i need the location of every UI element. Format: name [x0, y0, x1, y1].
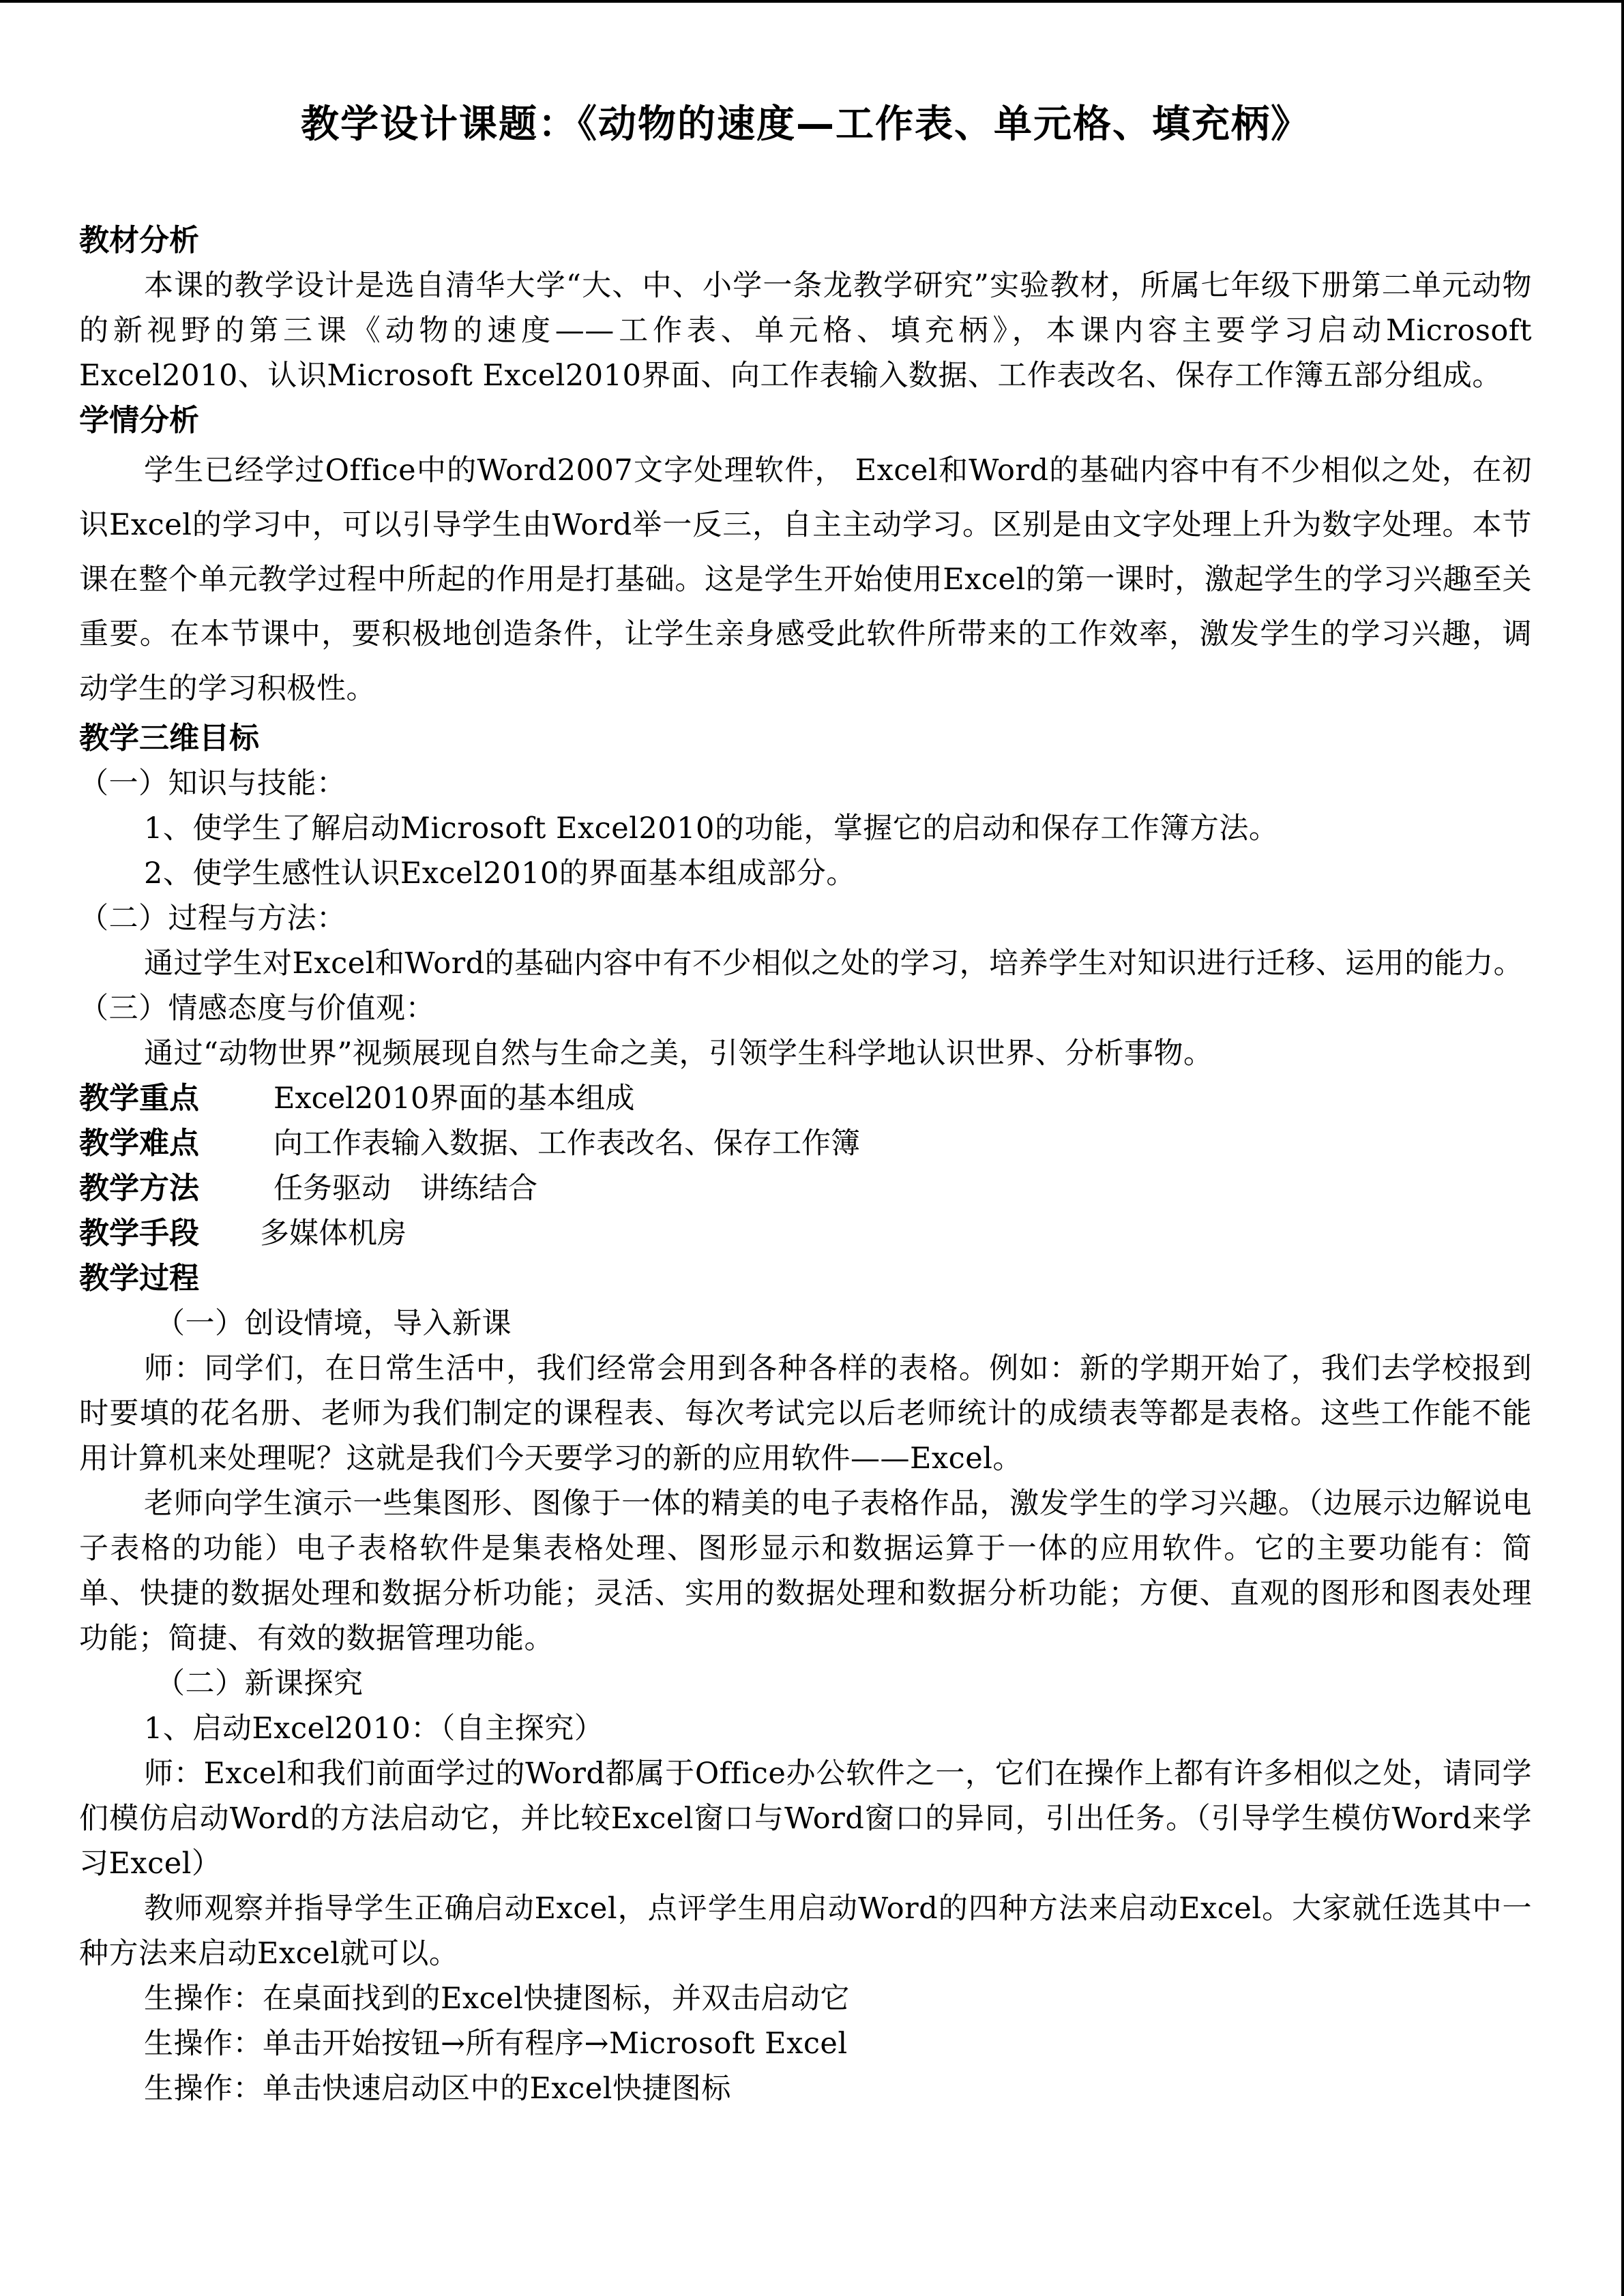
- method-row: [79, 1166, 1532, 1211]
- means-value: 多媒体机房: [260, 1217, 407, 1251]
- student-operation-1: 生操作：在桌面找到的Excel快捷图标，并双击启动它: [144, 1982, 850, 2016]
- key-point-label: 教学重点: [79, 1081, 199, 1116]
- key-point-row: [79, 1076, 1532, 1121]
- difficulty-value: 向工作表输入数据、工作表改名、保存工作簿: [274, 1127, 860, 1161]
- process-paragraph-4: 教师观察并指导学生正确启动Excel，点评学生用启动Word的四种方法来启动Excel。大家就任选其中一种方法来启动Excel就可以。: [79, 1892, 1532, 1971]
- objective-item-1: 1、使学生了解启动Microsoft Excel2010的功能，掌握它的启动和保存工作簿方法。: [144, 811, 1279, 846]
- difficulty-row: [79, 1121, 1532, 1166]
- document-title: 教学设计课题：《动物的速度—工作表、单元格、填充柄》: [301, 102, 1310, 147]
- student-analysis-body: 学生已经学过Office中的Word2007文字处理软件， Excel和Word的基础内容中有不少相似之处，在初识Excel的学习中，可以引导学生由Word举一反三，自主主动学习。区别是由文字处理上升为数字处理。本节课在整个单元教学过程中所起的作用是打基础。这是学生开始使用Excel的第一课时，激起学生的学习兴趣至关重要。在本节课中，要积极地创造条件，让学生亲身感受此软件所带来的工作效率，激发学生的学习兴趣，调动学生的学习积极性。: [79, 453, 1532, 706]
- section-heading-student-analysis: 学情分析: [79, 403, 199, 438]
- process-stage-2: （二）新课探究: [156, 1667, 364, 1701]
- objective-subheading-process: （二）过程与方法：: [79, 901, 346, 936]
- process-paragraph-1: 师：同学们，在日常生活中，我们经常会用到各种各样的表格。例如：新的学期开始了，我们去学校报到时要填的花名册、老师为我们制定的课程表、每次考试完以后老师统计的成绩表等都是表格。这些工作能不能用计算机来处理呢？这就是我们今天要学习的新的应用软件——Excel。: [79, 1352, 1532, 1476]
- student-operation-2: 生操作：单击开始按钮→所有程序→Microsoft Excel: [144, 2027, 848, 2061]
- top-border-line: [0, 0, 1624, 3]
- method-label: 教学方法: [79, 1171, 199, 1206]
- objective-attitude-body: 通过“动物世界”视频展现自然与生命之美，引领学生科学地认识世界、分析事物。: [144, 1037, 1213, 1071]
- section-heading-objectives: 教学三维目标: [79, 721, 259, 756]
- process-stage-1: （一）创设情境，导入新课: [156, 1307, 512, 1341]
- key-point-value: Excel2010界面的基本组成: [274, 1082, 635, 1116]
- objective-subheading-attitude: （三）情感态度与价值观：: [79, 992, 435, 1026]
- process-paragraph-2: 老师向学生演示一些集图形、图像于一体的精美的电子表格作品，激发学生的学习兴趣。（边展示边解说电子表格的功能）电子表格软件是集表格处理、图形显示和数据运算于一体的应用软件。它的主要功能有：简单、快捷的数据处理和数据分析功能；灵活、实用的数据处理和数据分析功能；方便、直观的图形和图表处理功能；简捷、有效的数据管理功能。: [79, 1487, 1532, 1656]
- difficulty-label: 教学难点: [79, 1126, 199, 1161]
- process-paragraph-3: 师：Excel和我们前面学过的Word都属于Office办公软件之一，它们在操作上都有许多相似之处，请同学们模仿启动Word的方法启动它，并比较Excel窗口与Word窗口的异同，引出任务。（引导学生模仿Word来学习Excel）: [79, 1757, 1532, 1881]
- textbook-analysis-body: 本课的教学设计是选自清华大学“大、中、小学一条龙教学研究”实验教材，所属七年级下册第二单元动物的新视野的第三课《动物的速度——工作表、单元格、填充柄》，本课内容主要学习启动Microsoft Excel2010、认识Microsoft Excel2010界面、向工作表输入数据、工作表改名、保存工作簿五部分组成。: [79, 269, 1532, 393]
- section-heading-process: 教学过程: [79, 1261, 199, 1296]
- means-label: 教学手段: [79, 1216, 199, 1251]
- right-border-line: [1621, 0, 1624, 2296]
- section-heading-textbook-analysis: 教材分析: [79, 223, 199, 258]
- student-operation-3: 生操作：单击快速启动区中的Excel快捷图标: [144, 2072, 731, 2106]
- method-value: 任务驱动 讲练结合: [274, 1172, 537, 1206]
- means-row: [79, 1211, 1532, 1256]
- objective-process-body: 通过学生对Excel和Word的基础内容中有不少相似之处的学习，培养学生对知识进行迁移、运用的能力。: [144, 946, 1524, 981]
- process-step-1: 1、启动Excel2010：（自主探究）: [144, 1712, 604, 1746]
- objective-item-2: 2、使学生感性认识Excel2010的界面基本组成部分。: [144, 856, 856, 891]
- objective-subheading-knowledge: （一）知识与技能：: [79, 766, 346, 801]
